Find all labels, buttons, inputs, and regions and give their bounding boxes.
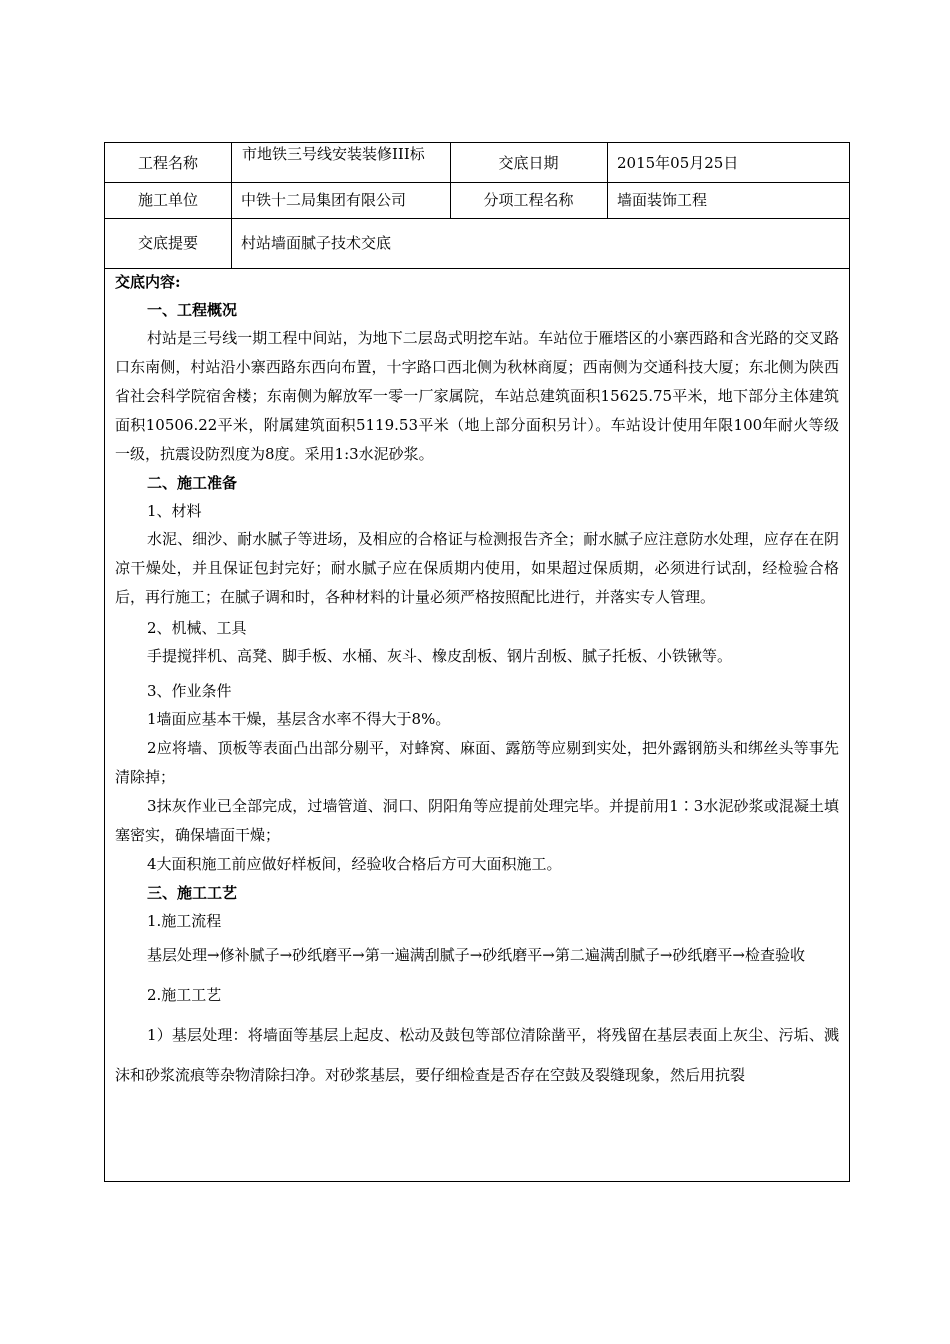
process-flow-title: 1.施工流程	[147, 912, 222, 930]
project-name-value: 市地铁三号线安装装修III标	[242, 145, 425, 163]
process-method-title: 2.施工工艺	[147, 986, 222, 1004]
contractor-value: 中铁十二局集团有限公司	[241, 191, 407, 209]
content-label: 交底内容:	[115, 273, 181, 291]
subitem-label: 分项工程名称	[483, 191, 574, 209]
condition-item: 3抹灰作业已全部完成，过墙管道、洞口、阴阳角等应提前处理完毕。并提前用1∶3水泥砂浆或混凝土填塞密实，确保墙面干燥；	[115, 797, 839, 844]
subitem-value: 墙面装饰工程	[617, 191, 708, 209]
condition-item: 4大面积施工前应做好样板间，经验收合格后方可大面积施工。	[147, 855, 562, 873]
materials-title: 1、材料	[147, 502, 202, 520]
summary-label: 交底提要	[137, 234, 198, 252]
condition-item: 1墙面应基本干燥，基层含水率不得大于8%。	[147, 710, 451, 728]
conditions-title: 3、作业条件	[147, 682, 232, 700]
materials-text: 水泥、细沙、耐水腻子等进场，及相应的合格证与检测报告齐全；耐水腻子应注意防水处理，应存在在阴凉干燥处，并且保证包封完好；耐水腻子应在保质期内使用，如果超过保质期，必须进行试刮，经检验合格后，再行施工；在腻子调和时，各种材料的计量必须严格按照配比进行，并落实专人管理。	[115, 530, 839, 606]
date-value: 2015年05月25日	[617, 153, 739, 172]
tools-text: 手提搅拌机、高凳、脚手板、水桶、灰斗、橡皮刮板、钢片刮板、腻子托板、小铁锹等。	[147, 647, 733, 665]
section-overview-title: 一、工程概况	[147, 301, 238, 319]
project-name-label: 工程名称	[137, 153, 198, 172]
summary-value: 村站墙面腻子技术交底	[241, 234, 392, 252]
section-preparation-title: 二、施工准备	[147, 474, 238, 492]
section-overview-text: 村站是三号线一期工程中间站，为地下二层岛式明挖车站。车站位于雁塔区的小寨西路和含光路的交叉路口东南侧，村站沿小寨西路东西向布置，十字路口西北侧为秋林商厦；西南侧为交通科技大厦；东北侧为陕西省社会科学院宿舍楼；东南侧为解放军一零一厂家属院，车站总建筑面积15625.75平米，地下部分主体建筑面积10506.22平米，附属建筑面积5119.53平米（地上部分面积另计）。车站设计使用年限100年耐火等级一级，抗震设防烈度为8度。采用1:3水泥砂浆。	[115, 329, 839, 463]
date-label: 交底日期	[498, 153, 559, 172]
tools-title: 2、机械、工具	[147, 619, 247, 637]
process-method-text: 1）基层处理：将墙面等基层上起皮、松动及鼓包等部位清除凿平，将残留在基层表面上灰尘、污垢、溅沫和砂浆流痕等杂物清除扫净。对砂浆基层，要仔细检查是否存在空鼓及裂缝现象，然后用抗裂	[115, 1026, 839, 1084]
contractor-label: 施工单位	[137, 191, 198, 209]
disclosure-form	[104, 142, 850, 1182]
condition-item: 2应将墙、顶板等表面凸出部分剔平，对蜂窝、麻面、露筋等应剔到实处，把外露钢筋头和绑丝头等事先清除掉；	[115, 739, 839, 786]
section-process-title: 三、施工工艺	[147, 884, 238, 902]
process-flow-text: 基层处理→修补腻子→砂纸磨平→第一遍满刮腻子→砂纸磨平→第二遍满刮腻子→砂纸磨平→检查验收	[147, 946, 805, 964]
disclosure-content	[105, 268, 849, 1095]
